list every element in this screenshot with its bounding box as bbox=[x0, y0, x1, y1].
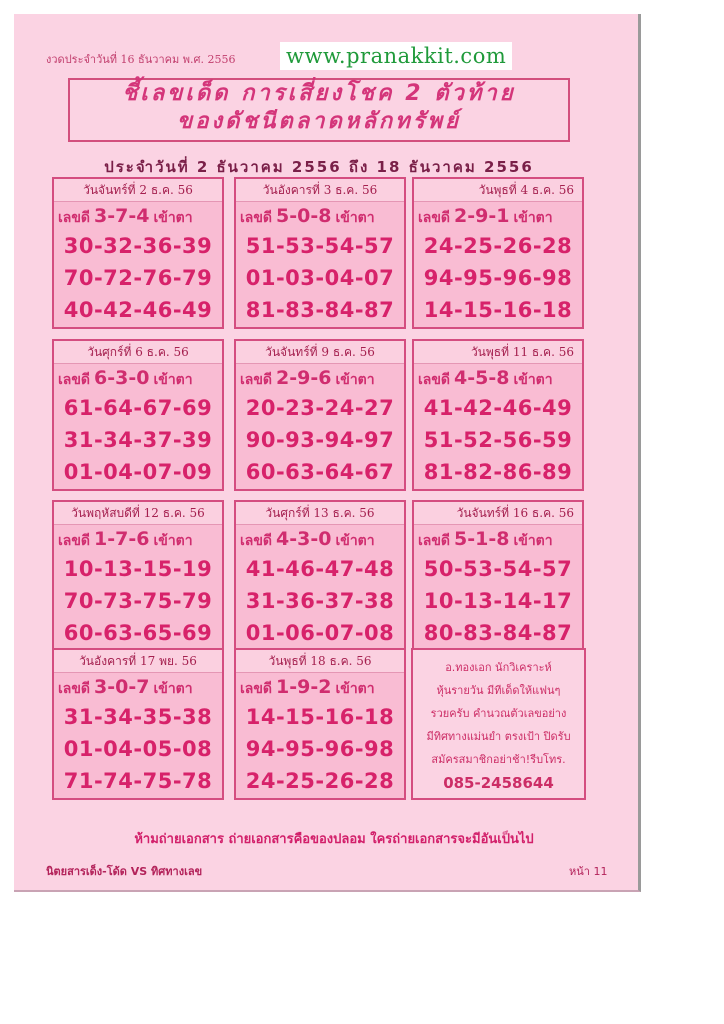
card-date: วันพุธที่ 18 ธ.ค. 56 bbox=[236, 650, 404, 673]
card-date: วันจันทร์ที่ 2 ธ.ค. 56 bbox=[54, 179, 222, 202]
number-line: 31-34-37-39 bbox=[63, 428, 213, 452]
enter-label: เข้าตา bbox=[153, 533, 193, 549]
lead-digits: 1-7-6 bbox=[94, 528, 150, 550]
lead-label: เลขดี bbox=[58, 372, 91, 388]
phone-number: 085-2458644 bbox=[443, 774, 554, 792]
number-line: 51-53-54-57 bbox=[245, 234, 395, 258]
advertisement-box bbox=[411, 648, 586, 800]
prediction-card bbox=[234, 177, 406, 329]
period-heading: ประจำวันที่ 2 ธันวาคม 2556 ถึง 18 ธันวาคม 2556 bbox=[104, 158, 534, 176]
enter-label: เข้าตา bbox=[335, 533, 375, 549]
lead-digits: 2-9-1 bbox=[454, 205, 510, 227]
website-watermark: www.pranakkit.com bbox=[280, 42, 512, 70]
number-line: 20-23-24-27 bbox=[245, 396, 395, 420]
page-number: หน้า 11 bbox=[569, 865, 608, 878]
lead-digits: 4-5-8 bbox=[454, 367, 510, 389]
card-lead bbox=[236, 673, 404, 701]
lead-label: เลขดี bbox=[418, 210, 451, 226]
lead-label: เลขดี bbox=[240, 681, 273, 697]
enter-label: เข้าตา bbox=[153, 210, 193, 226]
lead-digits: 5-0-8 bbox=[276, 205, 332, 227]
card-date: วันอังคารที่ 17 พย. 56 bbox=[54, 650, 222, 673]
enter-label: เข้าตา bbox=[153, 372, 193, 388]
enter-label: เข้าตา bbox=[513, 372, 553, 388]
number-line: 01-03-04-07 bbox=[245, 266, 395, 290]
number-line: 94-95-96-98 bbox=[245, 737, 395, 761]
card-lead bbox=[414, 364, 582, 392]
lead-label: เลขดี bbox=[58, 210, 91, 226]
info-line: มีทิศทางแม่นยำ ตรงเป้า ปิดรับ bbox=[426, 730, 571, 743]
number-line: 94-95-96-98 bbox=[423, 266, 573, 290]
prediction-card bbox=[234, 648, 406, 800]
number-line: 90-93-94-97 bbox=[245, 428, 395, 452]
card-lead bbox=[54, 525, 222, 553]
lead-digits: 3-0-7 bbox=[94, 676, 150, 698]
number-line: 51-52-56-59 bbox=[423, 428, 573, 452]
lead-digits: 4-3-0 bbox=[276, 528, 332, 550]
lead-label: เลขดี bbox=[418, 533, 451, 549]
copy-warning: ห้ามถ่ายเอกสาร ถ่ายเอกสารคือของปลอม ใครถ่ายเอกสารจะมีอันเป็นไป bbox=[134, 832, 534, 847]
card-date: วันพฤหัสบดีที่ 12 ธ.ค. 56 bbox=[54, 502, 222, 525]
prediction-card bbox=[412, 177, 584, 329]
prediction-card bbox=[52, 339, 224, 491]
lead-label: เลขดี bbox=[418, 372, 451, 388]
number-line: 14-15-16-18 bbox=[423, 298, 573, 322]
number-line: 01-04-05-08 bbox=[63, 737, 213, 761]
number-line: 61-64-67-69 bbox=[63, 396, 213, 420]
number-line: 60-63-65-69 bbox=[63, 621, 213, 645]
info-line: อ.ทองเอก นักวิเคราะห์ bbox=[445, 661, 552, 674]
enter-label: เข้าตา bbox=[335, 681, 375, 697]
card-lead bbox=[236, 364, 404, 392]
footer-magazine-name: นิตยสารเด็ง-โด้ด VS ทิศทางเลข bbox=[46, 865, 203, 878]
number-line: 10-13-15-19 bbox=[63, 557, 213, 581]
card-date: วันพุธที่ 4 ธ.ค. 56 bbox=[414, 179, 582, 202]
card-lead bbox=[236, 525, 404, 553]
lead-label: เลขดี bbox=[58, 533, 91, 549]
lead-label: เลขดี bbox=[240, 210, 273, 226]
enter-label: เข้าตา bbox=[513, 210, 553, 226]
card-lead bbox=[414, 202, 582, 230]
number-line: 70-73-75-79 bbox=[63, 589, 213, 613]
lead-digits: 2-9-6 bbox=[276, 367, 332, 389]
card-date: วันจันทร์ที่ 16 ธ.ค. 56 bbox=[414, 502, 582, 525]
number-line: 31-34-35-38 bbox=[63, 705, 213, 729]
number-line: 50-53-54-57 bbox=[423, 557, 573, 581]
number-line: 41-42-46-49 bbox=[423, 396, 573, 420]
number-line: 01-06-07-08 bbox=[245, 621, 395, 645]
enter-label: เข้าตา bbox=[335, 372, 375, 388]
number-line: 24-25-26-28 bbox=[245, 769, 395, 793]
title-line-2: ของดัชนีตลาดหลักทรัพย์ bbox=[177, 109, 461, 134]
lead-label: เลขดี bbox=[240, 533, 273, 549]
lead-digits: 3-7-4 bbox=[94, 205, 150, 227]
lead-digits: 6-3-0 bbox=[94, 367, 150, 389]
title-box bbox=[68, 78, 570, 142]
card-date: วันศุกร์ที่ 13 ธ.ค. 56 bbox=[236, 502, 404, 525]
card-lead bbox=[414, 525, 582, 553]
enter-label: เข้าตา bbox=[153, 681, 193, 697]
enter-label: เข้าตา bbox=[513, 533, 553, 549]
card-date: วันพุธที่ 11 ธ.ค. 56 bbox=[414, 341, 582, 364]
number-line: 40-42-46-49 bbox=[63, 298, 213, 322]
lead-digits: 1-9-2 bbox=[276, 676, 332, 698]
number-line: 60-63-64-67 bbox=[245, 460, 395, 484]
number-line: 31-36-37-38 bbox=[245, 589, 395, 613]
title-line-1: ชี้เลขเด็ด การเสี่ยงโชค 2 ตัวท้าย bbox=[122, 81, 516, 106]
info-line: รวยครับ คำนวณตัวเลขอย่าง bbox=[430, 707, 567, 720]
enter-label: เข้าตา bbox=[335, 210, 375, 226]
card-date: วันจันทร์ที่ 9 ธ.ค. 56 bbox=[236, 341, 404, 364]
magazine-page bbox=[14, 14, 641, 892]
prediction-card bbox=[412, 500, 584, 652]
card-lead bbox=[236, 202, 404, 230]
card-date: วันอังคารที่ 3 ธ.ค. 56 bbox=[236, 179, 404, 202]
card-lead bbox=[54, 202, 222, 230]
issue-date-line: งวดประจำวันที่ 16 ธันวาคม พ.ศ. 2556 bbox=[46, 53, 236, 66]
prediction-card bbox=[52, 177, 224, 329]
number-line: 41-46-47-48 bbox=[245, 557, 395, 581]
card-lead bbox=[54, 364, 222, 392]
prediction-card bbox=[412, 339, 584, 491]
prediction-card bbox=[52, 648, 224, 800]
number-line: 24-25-26-28 bbox=[423, 234, 573, 258]
number-line: 80-83-84-87 bbox=[423, 621, 573, 645]
number-line: 81-82-86-89 bbox=[423, 460, 573, 484]
card-date: วันศุกร์ที่ 6 ธ.ค. 56 bbox=[54, 341, 222, 364]
number-line: 14-15-16-18 bbox=[245, 705, 395, 729]
prediction-card bbox=[234, 500, 406, 652]
number-line: 70-72-76-79 bbox=[63, 266, 213, 290]
lead-label: เลขดี bbox=[240, 372, 273, 388]
prediction-card bbox=[52, 500, 224, 652]
lead-label: เลขดี bbox=[58, 681, 91, 697]
card-lead bbox=[54, 673, 222, 701]
prediction-card bbox=[234, 339, 406, 491]
info-line: สมัครสมาชิกอย่าช้า!รีบโทร. bbox=[431, 753, 566, 766]
number-line: 71-74-75-78 bbox=[63, 769, 213, 793]
number-line: 81-83-84-87 bbox=[245, 298, 395, 322]
lead-digits: 5-1-8 bbox=[454, 528, 510, 550]
number-line: 10-13-14-17 bbox=[423, 589, 573, 613]
number-line: 30-32-36-39 bbox=[63, 234, 213, 258]
info-line: หุ้นรายวัน มีทีเด็ดให้แฟนๆ bbox=[436, 684, 561, 697]
number-line: 01-04-07-09 bbox=[63, 460, 213, 484]
